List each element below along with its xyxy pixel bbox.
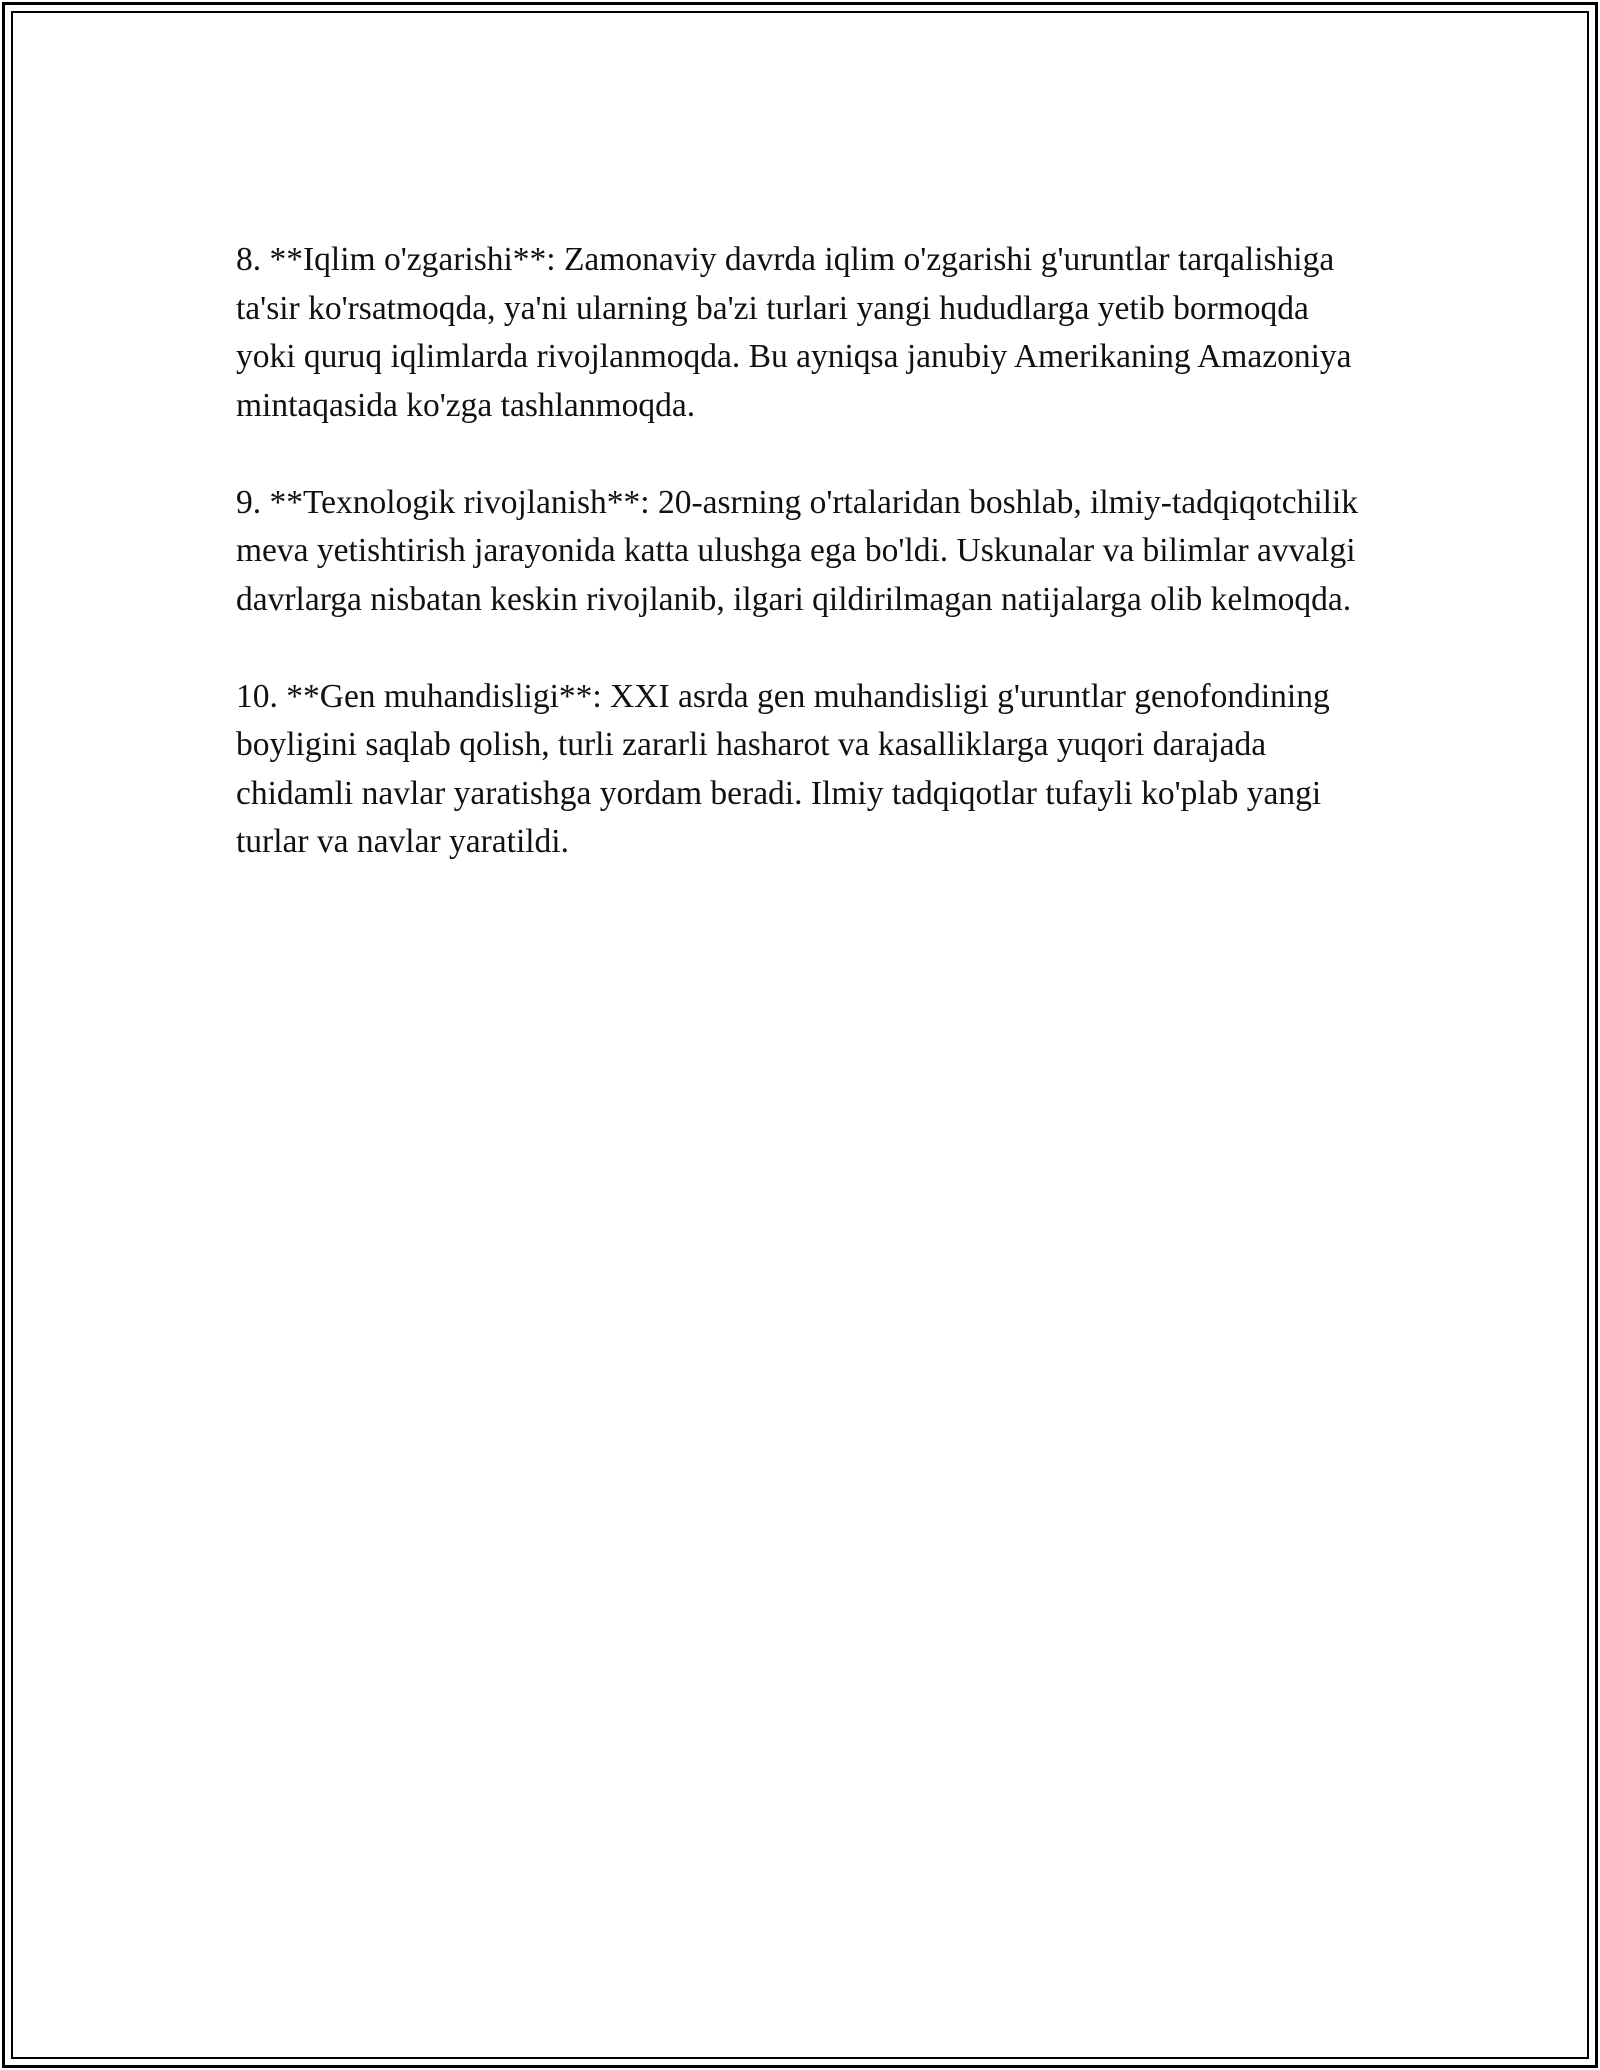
document-body bbox=[236, 236, 1376, 915]
paragraph-genetic-engineering: 10. **Gen muhandisligi**: XXI asrda gen muhandisligi g'uruntlar genofondining boyligini saqlab qolish, turli zararli hasharot va kasalliklarga yuqori darajada chidamli navlar yaratishga yordam beradi. Ilmiy tadqiqotlar tufayli ko'plab yangi turlar va navlar yaratildi. bbox=[236, 677, 1330, 860]
paragraph-technological-development: 9. **Texnologik rivojlanish**: 20-asrning o'rtalaridan boshlab, ilmiy-tadqiqotchilik meva yetishtirish jarayonida katta ulushga ega bo'ldi. Uskunalar va bilimlar avvalgi davrlarga nisbatan keskin rivojlanib, ilgari qildirilmagan natijalarga olib kelmoqda. bbox=[236, 483, 1359, 618]
paragraph-climate-change: 8. **Iqlim o'zgarishi**: Zamonaviy davrda iqlim o'zgarishi g'uruntlar tarqalishiga ta'sir ko'rsatmoqda, ya'ni ularning ba'zi turlari yangi hududlarga yetib bormoqda yoki quruq iqlimlarda rivojlanmoqda. Bu ayniqsa janubiy Amerikaning Amazoniya mintaqasida ko'zga tashlanmoqda. bbox=[236, 241, 1352, 424]
